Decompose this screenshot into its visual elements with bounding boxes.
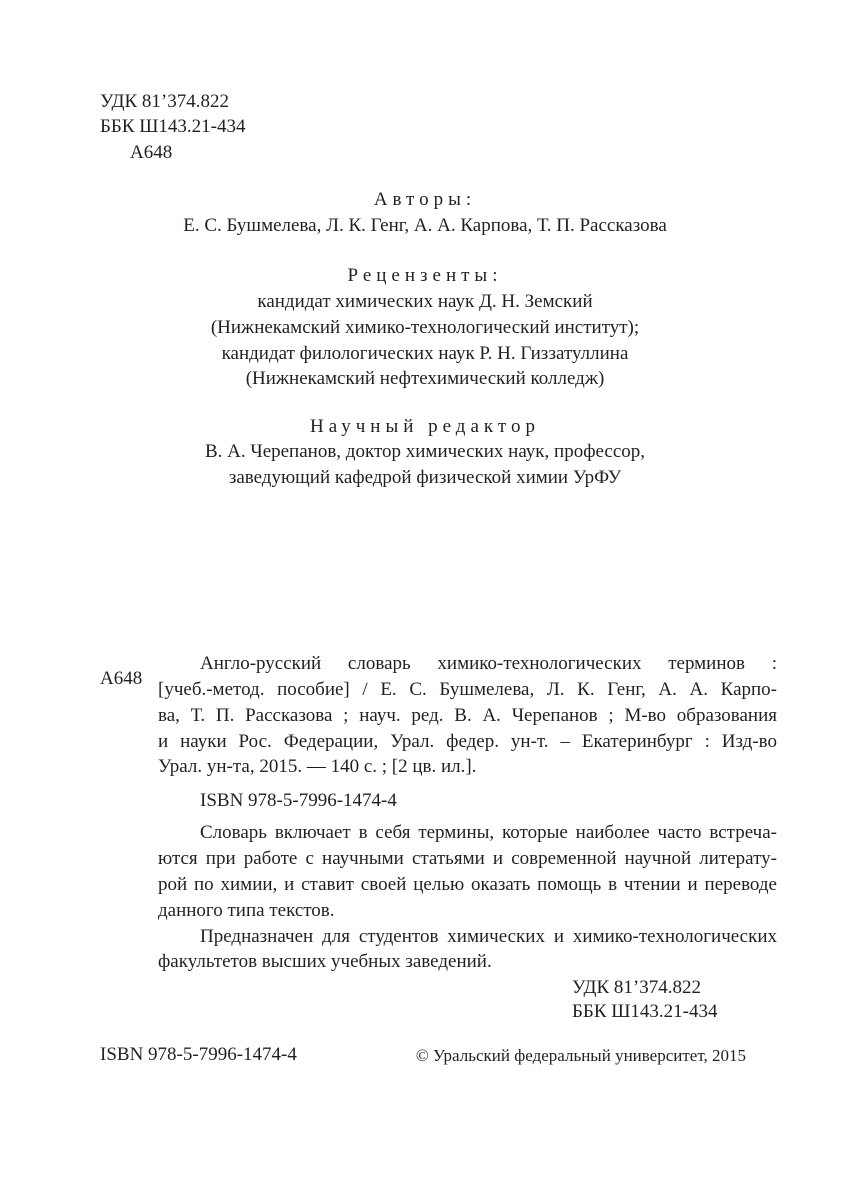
catalog-line: [учеб.-метод. пособие] / Е. С. Бушмелева, Л. К. Генг, А. А. Карпо- (158, 679, 777, 700)
catalog-line: ва, Т. П. Рассказова ; науч. ред. В. А. Черепанов ; М-во образования (158, 705, 777, 726)
reviewer-line: кандидат филологических наук Р. Н. Гиззатуллина (221, 343, 629, 364)
abstract-line: данного типа текстов. (158, 900, 335, 921)
abstract-line: рой по химии, и ставит своей целью оказать помощь в чтении и переводе (158, 874, 777, 895)
catalog-line: Англо-русский словарь химико-технологических терминов : (200, 653, 777, 674)
bbk-code: ББК Ш143.21-434 (100, 116, 246, 137)
reviewer-line: (Нижнекамский нефтехимический колледж) (245, 368, 605, 389)
abstract-bbk: ББК Ш143.21-434 (572, 1001, 718, 1022)
abstract-line: факультетов высших учебных заведений. (158, 951, 492, 972)
abstract-line: Предназначен для студентов химических и химико-технологических (200, 926, 777, 947)
reviewer-line: кандидат химических наук Д. Н. Земский (257, 291, 593, 312)
abstract-line: ются при работе с научными статьями и современной научной литерату- (158, 848, 777, 869)
udk-code: УДК 81’374.822 (100, 91, 229, 112)
editor-line: заведующий кафедрой физической химии УрФУ (228, 467, 622, 488)
footer-copyright: © Уральский федеральный университет, 2015 (415, 1046, 746, 1065)
authors-heading: Авторы: (373, 189, 477, 210)
editor-heading: Научный редактор (310, 416, 540, 437)
abstract-udk: УДК 81’374.822 (572, 977, 701, 998)
reviewers-heading: Рецензенты: (347, 265, 503, 286)
catalog-mark: А648 (100, 668, 143, 689)
reviewer-line: (Нижнекамский химико-технологический институт); (210, 317, 640, 338)
catalog-isbn: ISBN 978-5-7996-1474-4 (200, 790, 397, 811)
author-mark: А648 (130, 142, 173, 163)
authors-names: Е. С. Бушмелева, Л. К. Генг, А. А. Карпова, Т. П. Рассказова (183, 215, 667, 236)
catalog-line: и науки Рос. Федерации, Урал. федер. ун-т. – Екатеринбург : Изд-во (158, 731, 777, 752)
abstract-line: Словарь включает в себя термины, которые наиболее часто встреча- (200, 822, 777, 843)
catalog-line: Урал. ун-та, 2015. — 140 с. ; [2 цв. ил.]. (158, 756, 477, 777)
footer-isbn: ISBN 978-5-7996-1474-4 (100, 1044, 297, 1065)
editor-line: В. А. Черепанов, доктор химических наук, профессор, (204, 441, 646, 462)
